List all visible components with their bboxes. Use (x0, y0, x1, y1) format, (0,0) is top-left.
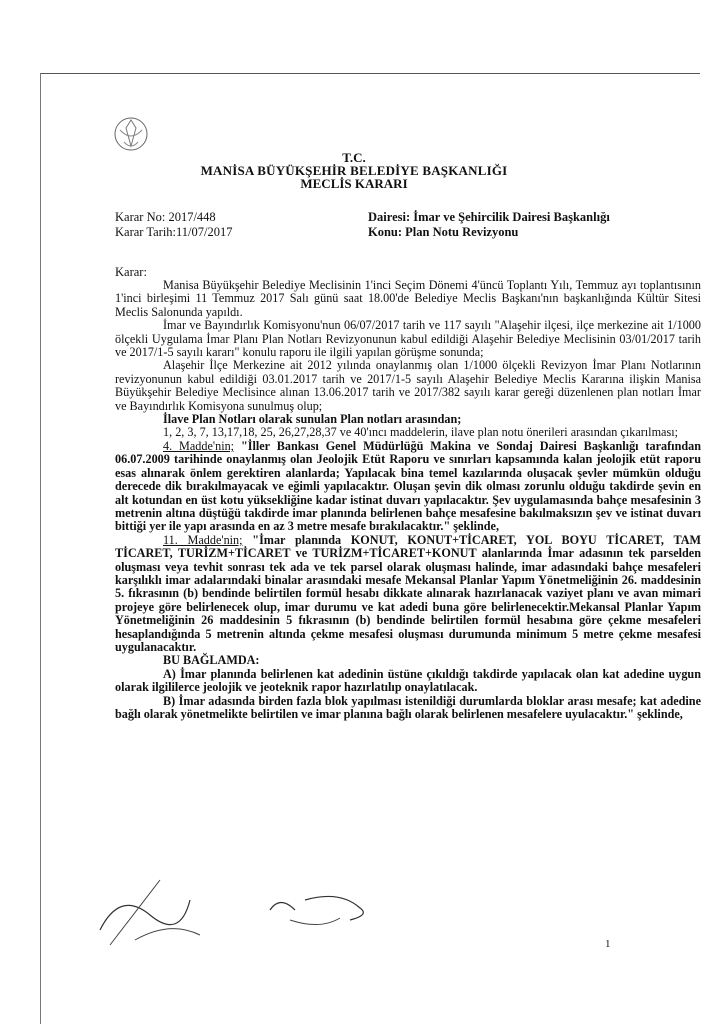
decision-number: Karar No: 2017/448 (115, 210, 216, 224)
paragraph-in-this-context: BU BAĞLAMDA: (163, 653, 260, 668)
meta-right (368, 210, 610, 240)
handwritten-signatures (40, 860, 600, 960)
paragraph-article-4 (115, 440, 701, 534)
paragraph-item-a: A) İmar planında belirlenen kat adedinin üstüne çıkıldığı takdirde yapılacak olan kat adedine uygun olarak ilgililerce jeolojik ve jeoteknik rapor hazırlatılıp onaylatılacak. (115, 666, 701, 695)
paragraph-session: Manisa Büyükşehir Belediye Meclisinin 1'inci Seçim Dönemi 4'üncü Toplantı Yılı, Temmuz ayı toplantısının 1'inci birleşimi 11 Temmuz 2017 Salı günü saat 18.00'de Belediye Meclis Başkanı'nın başkanlığında Kültür Sitesi Meclis Salonunda yapıldı. (115, 278, 701, 319)
paragraph-removed-articles: 1, 2, 3, 7, 13,17,18, 25, 26,27,28,37 ve 40'ıncı maddelerin, ilave plan notu önerileri arasından çıkarılması; (163, 425, 678, 440)
paragraph-article-11 (115, 534, 701, 655)
header-tc: T.C. (342, 150, 366, 165)
paragraph-background: Alaşehir İlçe Merkezine ait 2012 yılında onaylanmış olan 1/1000 ölçekli Revizyon İmar Planı Notlarının revizyonunun kabul edildiği 03.01.2017 tarih ve 2017/1-5 sayılı Alaşehir Belediye Meclis Kararına ilişkin Manisa Büyükşehir Belediye Meclisince alınan 13.06.2017 tarih ve 2017/382 sayılı karar gereği düzenlenen plan notları İmar ve Bayındırlık Komisyona sunulmuş olup; (115, 358, 701, 413)
article-11-label: 11. Madde'nin; (163, 532, 243, 547)
decision-body (115, 279, 701, 721)
header-institution: MANİSA BÜYÜKŞEHİR BELEDİYE BAŞKANLIĞI (200, 163, 508, 178)
decision-label: Karar: (115, 265, 147, 279)
page-edge-top (40, 73, 700, 74)
subject: Konu: Plan Notu Revizyonu (368, 225, 519, 239)
paragraph-additional-notes: İlave Plan Notları olarak sunulan Plan notları arasından; (163, 412, 462, 427)
page-number: 1 (605, 938, 611, 950)
article-4-text: "İller Bankası Genel Müdürlüğü Makina ve Sondaj Dairesi Başkanlığı tarafından 06.07.2009 tarihinde onaylanmış olan Jeolojik Etüt Raporu ve sınırları kapsamında kalan jeolojik etüt raporu esas alınarak önlem gerektiren alanlarda; Yapılacak bina temel kazılarında oluşacak şevler mümkün olduğu derecede dik bırakılmayacak ve eğimli yapılacaktır. Oluşan şevin dik olması zorunlu olduğu takdirde şevin en alt kotundan en üst kotu yüksekliğine kadar istinat duvarı yapılacaktır. Şev uygulamasında bahçe mesafesinin 3 metrenin altına düştüğü takdirde imar planında belirlenen bahçe mesafesine bakılmaksızın şev ve istinat duvarı bittiği yer ile yapı arasında en az 3 metre mesafe bırakılacaktır." şeklinde, (115, 438, 702, 534)
paragraph-item-b: B) İmar adasında birden fazla blok yapılması istenildiği durumlarda bloklar arası mesafe; kat adedine bağlı olarak yönetmelikte belirtilen ve imar planına bağlı olarak belirlenen mesafelere uyulacaktır." şeklinde, (115, 693, 701, 721)
article-4-label: 4. Madde'nin; (163, 438, 235, 453)
article-11-text: "İmar planında KONUT, KONUT+TİCARET, YOL BOYU TİCARET, TAM TİCARET, TURİZM+TİCARET ve TURİZM+TİCARET+KONUT alanlarında İmar adasının tek parselden oluşması veya tevhit sonrası tek ada ve tek parsel olarak oluşması halinde, imar adasındaki bahçe mesafeleri karşılıklı imar adalarındaki binalar arasındaki mesafe Mekansal Planlar Yapım Yönetmeliğinin 26. maddesinin 5. fıkrasının (b) bendinde belirtilen formül hesabı dikkate alınarak hazırlanacak vaziyet planı ve avan mimari projeye göre belirlenecek olup, imar durumu ve kat adedi buna göre belirlenecektir.Mekansal Planlar Yapım Yönetmeliğinin 26 maddesinin 5 fıkrasının (b) bendinde belirtilen formül hesabına göre çekme mesafeleri hesaplandığında 5 metrenin altında çekme mesafesi oluşması durumunda minimum 5 metre çekme mesafesi uygulanacaktır. (115, 532, 702, 654)
meta-left (115, 210, 233, 240)
header-doc-type: MECLİS KARARI (300, 176, 408, 191)
paragraph-commission: İmar ve Bayındırlık Komisyonu'nun 06/07/2017 tarih ve 117 sayılı "Alaşehir ilçesi, ilçe merkezine ait 1/1000 ölçekli Uygulama İmar Planı Plan Notları Revizyonunun kabul edildiği Alaşehir Belediye Meclisinin 03/01/2017 tarih ve 2017/1-5 sayılı kararı" konulu raporu ile ilgili yapılan görüşme sonunda; (115, 318, 701, 360)
department: Dairesi: İmar ve Şehircilik Dairesi Başkanlığı (368, 210, 610, 224)
decision-date: Karar Tarih:11/07/2017 (115, 225, 233, 239)
